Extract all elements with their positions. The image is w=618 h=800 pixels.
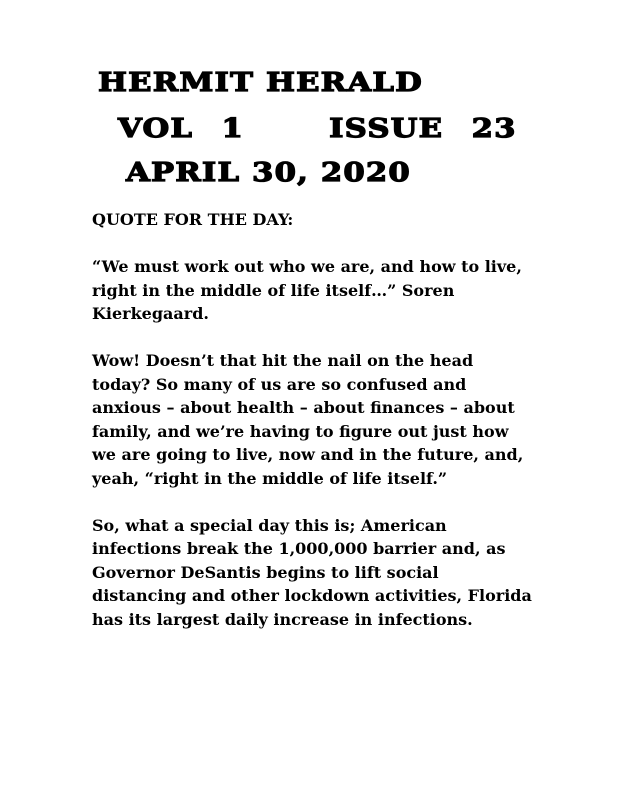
- masthead-date: APRIL 30, 2020: [126, 158, 411, 188]
- masthead-issue: VOL 1 ISSUE 23: [118, 114, 517, 144]
- masthead-title: HERMIT HERALD: [98, 68, 423, 98]
- commentary-paragraph: Wow! Doesn’t that hit the nail on the head today? So many of us are so confused and anxious – about health – about finances – about family, and we’re having to figure out just how we are going to live, now and in the future, and, yeah, “right in the middle of life itself.”: [92, 351, 524, 488]
- article-body: [92, 208, 532, 655]
- quote-paragraph: “We must work out who we are, and how to live, right in the middle of life itself…” Soren Kierkegaard.: [92, 257, 522, 323]
- quote-heading: QUOTE FOR THE DAY:: [92, 210, 294, 229]
- news-paragraph: So, what a special day this is; American infections break the 1,000,000 barrier and, as Governor DeSantis begins to lift social distancing and other lockdown activities, Florida has its largest daily increase in infections.: [92, 515, 532, 629]
